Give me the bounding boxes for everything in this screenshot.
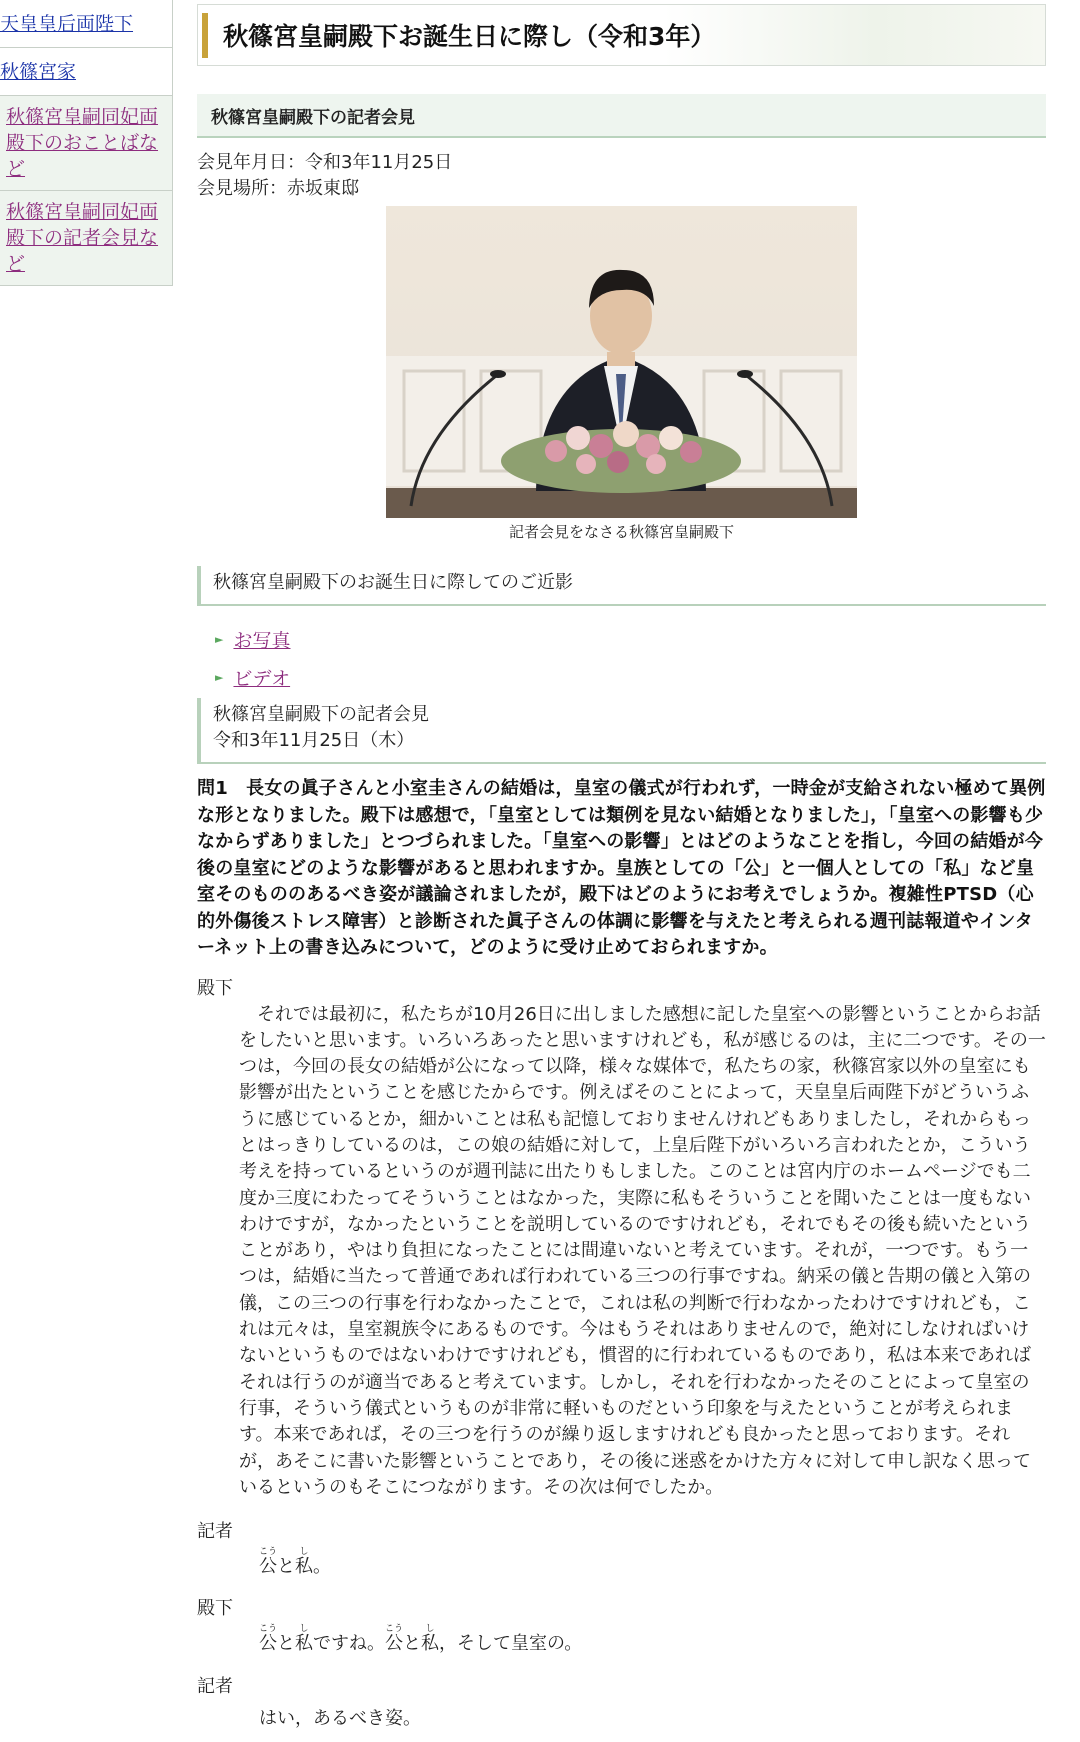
press-heading-date: 令和3年11月25日（木） [213, 730, 415, 751]
speaker-label: 殿下 [197, 1598, 233, 1620]
sidebar-item-words [0, 96, 172, 191]
speech-text-ruby: 公こうと私しですね。公こうと私し，そして皇室の。 [259, 1624, 583, 1655]
ruby-word: 私し [421, 1624, 439, 1655]
video-link[interactable]: ビデオ [233, 667, 291, 690]
sidebar-link-press[interactable]: 秋篠宮皇嗣同妃両殿下の記者会見など [6, 201, 159, 275]
photos-link[interactable]: お写真 [233, 629, 291, 652]
green-arrow-icon: ► [215, 632, 224, 646]
title-accent-bar [202, 13, 208, 58]
main-content [197, 0, 1046, 1732]
sidebar-nav [0, 0, 173, 286]
speaker-label: 記者 [197, 1675, 233, 1697]
speech-text: それでは最初に，私たちが10月26日に出しました感想に記した皇室への影響ということからお話をしたいと思います。いろいろあったと思いますけれども，私が感じるのは，主に二つです。その一つは，今回の長女の結婚が公になって以降，様々な媒体で，私たちの家，秋篠宮家以外の皇室にも影響が出たということを感じたからです。例えばそのことによって，天皇皇后両陛下がどういうふうに感じているとか，細かいことは私も記憶しておりませんけれどもありましたし，それからもっとはっきりしているのは，この娘の結婚に対して，上皇后陛下がいろいろ言われたとか，こういう考えを持っているというのが週刊誌に出たりもしました。このことは宮内庁のホームページでも二度か三度にわたってそういうことはなかった，実際に私もそういうことを聞いたことは一度もないわけですが，なかったということを説明しているのですけれども，それでもその後も続いたということがあり，やはり負担になったことには間違いないと考えています。それが，一つです。もう一つは，結婚に当たって普通であれば行われている三つの行事ですね。納采の儀と告期の儀と入第の儀，この三つの行事を行わなかったことで，これは私の判断で行わなかったわけですけれども，これは元々は，皇室親族令にあるものです。今はもうそれはありませんので，絶対にしなければいけないというものではないわけですけれども，慣習的に行われているものであり，私は本来であればそれは行うのが適当であると考えています。しかし，それを行わなかったそのことによって皇室の行事，そういう儀式というものが非常に軽いものだという印象を与えたということが考えられます。本来であれば，その三つを行うのが繰り返しますけれども良かったと思っております。それが，あそこに書いた影響ということであり，その後に迷惑をかけた方々に対して申し訳なく思っているというのもそこにつながります。その次は何でしたか。 [239, 1003, 1046, 1498]
ruby-word: 公こう [385, 1624, 404, 1655]
ruby-word: 私し [295, 1547, 313, 1578]
speaker-label: 殿下 [197, 977, 233, 999]
green-arrow-icon: ► [215, 670, 224, 684]
ruby-word: 私し [295, 1624, 313, 1655]
meta-info [197, 150, 1046, 202]
speaker-label: 記者 [197, 1521, 233, 1543]
list-item [197, 658, 1046, 696]
sidebar-link-emperor[interactable]: 天皇皇后両陛下 [0, 12, 134, 35]
photo-caption: 記者会見をなさる秋篠宮皇嗣殿下 [508, 523, 734, 541]
press-photo-illustration [386, 206, 857, 518]
meta-date: 会見年月日：令和3年11月25日 [197, 152, 453, 173]
ruby-word: 公こう [259, 1547, 278, 1578]
sidebar-link-words[interactable]: 秋篠宮皇嗣同妃両殿下のおことばなど [6, 106, 159, 180]
press-heading-title: 秋篠宮皇嗣殿下の記者会見 [213, 704, 429, 725]
question-1: 問1 長女の眞子さんと小室圭さんの結婚は，皇室の儀式が行われず，一時金が支給されない極めて異例な形となりました。殿下は感想で，「皇室としては類例を見ない結婚となりました」，「皇室への影響も少なからずありました」とつづられました。「皇室への影響」とはどのようなことを指し，今回の結婚が今後の皇室にどのような影響があると思われますか。皇族としての「公」と一個人としての「私」など皇室そのもののあるべき姿が議論されましたが，殿下はどのようにお考えでしょうか。複雑性PTSD（心的外傷後ストレス障害）と診断された眞子さんの体調に影響を与えたと考えられる週刊誌報道やインターネット上の書き込みについて，どのように受け止めておられますか。 [197, 778, 1046, 958]
page-title: 秋篠宮皇嗣殿下お誕生日に際し（令和3年） [223, 22, 716, 51]
section-heading: 秋篠宮皇嗣殿下の記者会見 [197, 94, 1046, 138]
ruby-word: 公こう [259, 1624, 278, 1655]
page-title-box [197, 4, 1046, 66]
sidebar-item-emperor [0, 0, 172, 48]
media-links [197, 620, 1046, 696]
press-heading [197, 698, 1046, 764]
speech-text-ruby: 公こうと私し。 [259, 1547, 331, 1578]
sidebar-item-press [0, 191, 172, 285]
press-photo [386, 206, 857, 518]
press-photo-figure [386, 206, 857, 542]
sidebar-link-akishino[interactable]: 秋篠宮家 [0, 60, 77, 83]
speech-text: はい，あるべき姿。 [259, 1707, 421, 1729]
list-item [197, 620, 1046, 658]
sidebar-item-akishino [0, 48, 172, 96]
photos-heading: 秋篠宮皇嗣殿下のお誕生日に際してのご近影 [197, 566, 1046, 606]
meta-place: 会見場所：赤坂東邸 [197, 178, 359, 199]
